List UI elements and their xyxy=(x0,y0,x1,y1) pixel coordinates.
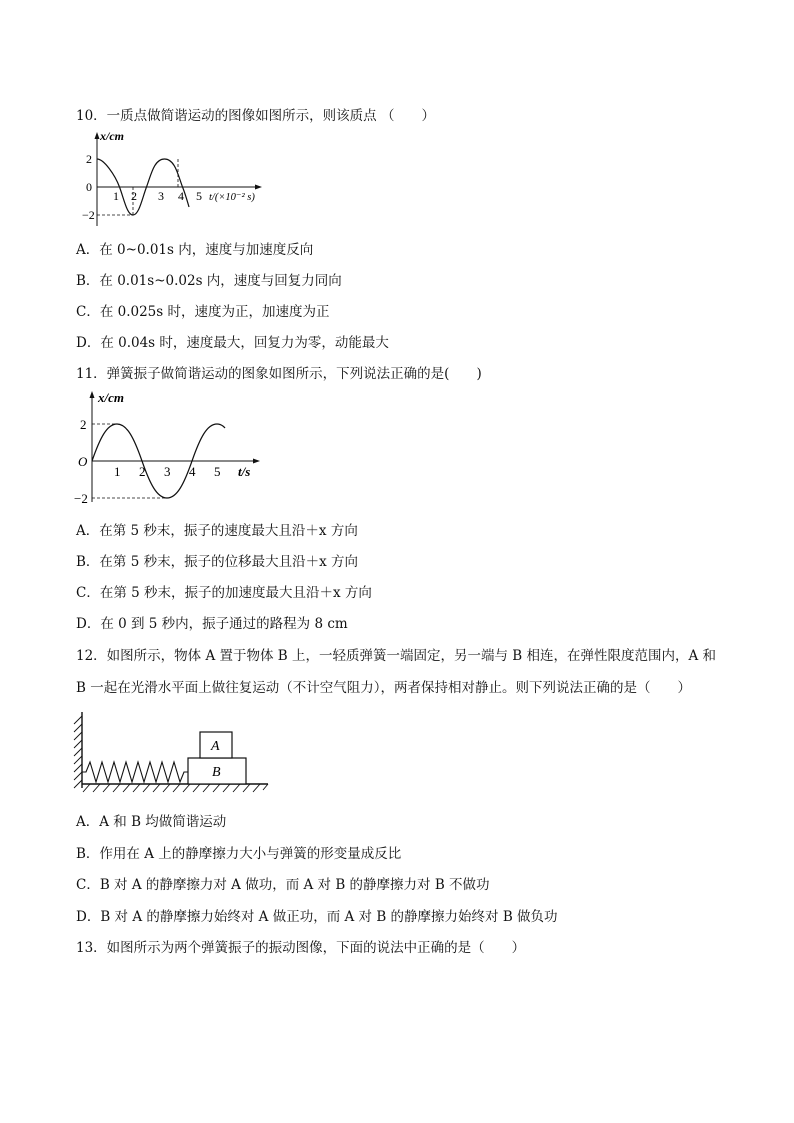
q11-stem: 11．弹簧振子做简谐运动的图象如图所示，下列说法正确的是( ) xyxy=(76,366,482,382)
q12-option-b: B．作用在 A 上的静摩擦力大小与弹簧的形变量成反比 xyxy=(76,846,402,862)
q11-option-c: C．在第 5 秒末，振子的加速度最大且沿＋x 方向 xyxy=(76,585,372,601)
q10-graph xyxy=(82,130,264,230)
q12-block-b-label: B xyxy=(212,765,221,780)
q10-xlabel: t/(×10⁻² s) xyxy=(209,192,255,203)
q10-ylabel: x/cm xyxy=(100,130,124,143)
q12-spring xyxy=(82,762,188,782)
q10-ypos: 2 xyxy=(86,152,92,166)
q11-tick-1: 1 xyxy=(114,464,121,479)
q12-spring-figure xyxy=(70,708,274,796)
q12-option-d: D．B 对 A 的静摩擦力始终对 A 做正功，而 A 对 B 的静摩擦力始终对 B 做负功 xyxy=(76,909,558,925)
q10-tick-1: 1 xyxy=(113,189,119,203)
q12-stem-line1: 12．如图所示，物体 A 置于物体 B 上，一轻质弹簧一端固定，另一端与 B 相连，在弹性限度范围内，A 和 xyxy=(76,648,717,664)
q11-tick-5: 5 xyxy=(214,464,221,479)
q11-tick-4: 4 xyxy=(189,464,196,479)
q13-stem: 13．如图所示为两个弹簧振子的振动图像，下面的说法中正确的是（ ） xyxy=(76,940,526,956)
q10-stem: 10．一质点做简谐运动的图像如图所示，则该质点 （ ） xyxy=(76,108,435,124)
q10-tick-3: 3 xyxy=(158,189,164,203)
q10-tick-5: 5 xyxy=(196,189,202,203)
q10-yneg: −2 xyxy=(82,208,95,222)
q11-tick-3: 3 xyxy=(164,464,171,479)
q12-option-a: A．A 和 B 均做简谐运动 xyxy=(76,814,227,830)
q11-ylabel: x/cm xyxy=(98,390,124,405)
q11-option-d: D．在 0 到 5 秒内，振子通过的路程为 8 cm xyxy=(76,616,348,632)
q10-origin: 0 xyxy=(86,180,92,194)
q12-block-a-label: A xyxy=(211,739,220,754)
q11-option-a: A．在第 5 秒末，振子的速度最大且沿＋x 方向 xyxy=(76,523,358,539)
q11-graph xyxy=(70,388,270,508)
q10-tick-4: 4 xyxy=(178,189,184,203)
q11-xlabel: t/s xyxy=(238,464,251,479)
q11-yneg: −2 xyxy=(74,491,88,506)
q12-stem-line2: B 一起在光滑水平面上做往复运动（不计空气阻力），两者保持相对静止。则下列说法正确的是（ ） xyxy=(76,680,691,696)
q10-option-d: D．在 0.04s 时，速度最大，回复力为零，动能最大 xyxy=(76,335,389,351)
q11-ypos: 2 xyxy=(80,417,87,432)
q10-option-a: A．在 0~0.01s 内，速度与加速度反向 xyxy=(76,242,314,258)
q10-option-c: C．在 0.025s 时，速度为正，加速度为正 xyxy=(76,304,330,320)
q10-option-b: B．在 0.01s~0.02s 内，速度与回复力同向 xyxy=(76,273,342,289)
q11-tick-2: 2 xyxy=(139,464,146,479)
q11-origin: O xyxy=(78,454,88,469)
q10-tick-2: 2 xyxy=(131,189,137,203)
q12-option-c: C．B 对 A 的静摩擦力对 A 做功，而 A 对 B 的静摩擦力对 B 不做功 xyxy=(76,877,490,893)
q11-option-b: B．在第 5 秒末，振子的位移最大且沿＋x 方向 xyxy=(76,554,358,570)
